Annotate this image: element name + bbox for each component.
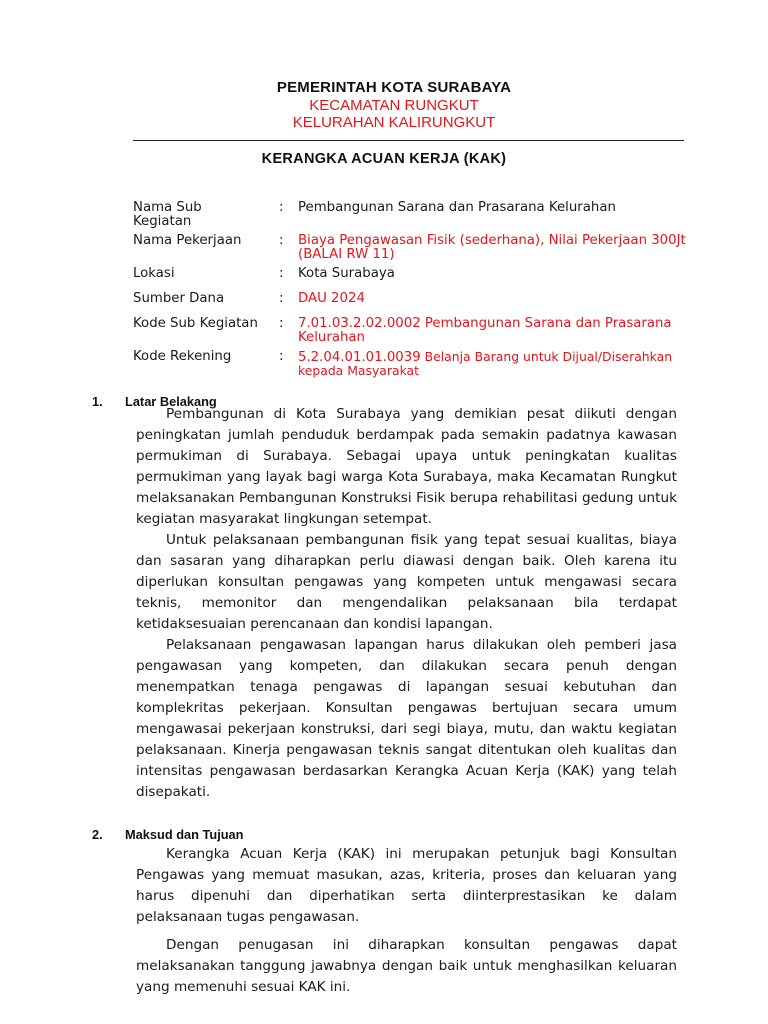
meta-colon: : [279,233,284,248]
meta-colon: : [279,316,284,331]
kecamatan-name: KECAMATAN RUNGKUT [309,97,479,114]
meta-label: Sumber Dana [133,291,225,306]
paragraph: Dengan penugasan ini diharapkan konsultan pengawas dapat melaksanakan tanggung jawabnya dengan baik untuk menghasilkan keluaran yang memenuhi sesuai KAK ini. [136,937,677,995]
meta-value: Biaya Pengawasan Fisik (sederhana), Nilai Pekerjaan 300Jt (BALAI RW 11) [298,233,686,262]
letterhead [0,78,768,131]
meta-colon: : [279,266,284,281]
document-title: KERANGKA ACUAN KERJA (KAK) [261,151,507,167]
meta-value: 7.01.03.2.02.0002 Pembangunan Sarana dan Prasarana Kelurahan [298,316,672,345]
kelurahan-name: KELURAHAN KALIRUNGKUT [292,114,496,131]
header-divider [133,140,684,141]
meta-label: Nama Pekerjaan [133,233,242,248]
meta-label: Kode Rekening [133,349,232,364]
meta-label: Lokasi [133,266,175,281]
kode-rekening-code: 5.2.04.01.01.0039 [298,350,421,365]
government-name: PEMERINTAH KOTA SURABAYA [276,79,512,96]
meta-colon: : [279,291,284,306]
kode-rekening-desc: Belanja Barang untuk Dijual/Diserahkan kepada Masyarakat [298,349,673,378]
section-title: Latar Belakang [125,394,217,409]
section-title: Maksud dan Tujuan [125,827,244,842]
paragraph: Pelaksanaan pengawasan lapangan harus dilakukan oleh pemberi jasa pengawasan yang kompeten, dan dilakukan secara penuh dengan menempatkan tenaga pengawas di lapangan sesuai kebutuhan dan komplekritas pekerjaan. Konsultan pengawas bertujuan secara umum mengawasai pekerjaan konstruksi, dari segi biaya, mutu, dan waktu kegiatan pelaksanaan. Kinerja pengawasan teknis sangat ditentukan oleh kualitas dan intensitas pengawasan berdasarkan Kerangka Acuan Kerja (KAK) yang telah disepakati. [136,637,677,800]
meta-value: Kota Surabaya [298,266,395,281]
meta-colon: : [279,200,284,215]
meta-value [298,350,693,378]
meta-value: Pembangunan Sarana dan Prasarana Kelurahan [298,200,616,215]
paragraph: Pembangunan di Kota Surabaya yang demikian pesat diikuti dengan peningkatan jumlah penduduk berdampak pada semakin padatnya kawasan permukiman di Surabaya. Sebagai upaya untuk peningkatan kualitas permukiman yang layak bagi warga Kota Surabaya, maka Kecamatan Rungkut melaksanakan Pembangunan Konstruksi Fisik berupa rehabilitasi gedung untuk kegiatan masyarakat lingkungan setempat. [136,406,677,527]
paragraph: Kerangka Acuan Kerja (KAK) ini merupakan petunjuk bagi Konsultan Pengawas yang memuat masukan, azas, kriteria, proses dan keluaran yang harus dipenuhi dan diperhatikan serta diinterprestasikan ke dalam pelaksanaan tugas pengawasan. [136,846,677,925]
meta-value: DAU 2024 [298,291,365,306]
meta-colon: : [279,349,284,364]
meta-label: Nama Sub Kegiatan [133,200,202,229]
meta-label: Kode Sub Kegiatan [133,316,258,331]
section-number: 1. [92,394,103,409]
paragraph: Untuk pelaksanaan pembangunan fisik yang tepat sesuai kualitas, biaya dan sasaran yang diharapkan perlu diawasi dengan baik. Oleh karena itu diperlukan konsultan pengawas yang kompeten untuk mengawasi secara teknis, memonitor dan mengendalikan pelaksanaan bila terdapat ketidaksesuaian perencanaan dan kondisi lapangan. [136,532,677,632]
section-number: 2. [92,827,103,842]
